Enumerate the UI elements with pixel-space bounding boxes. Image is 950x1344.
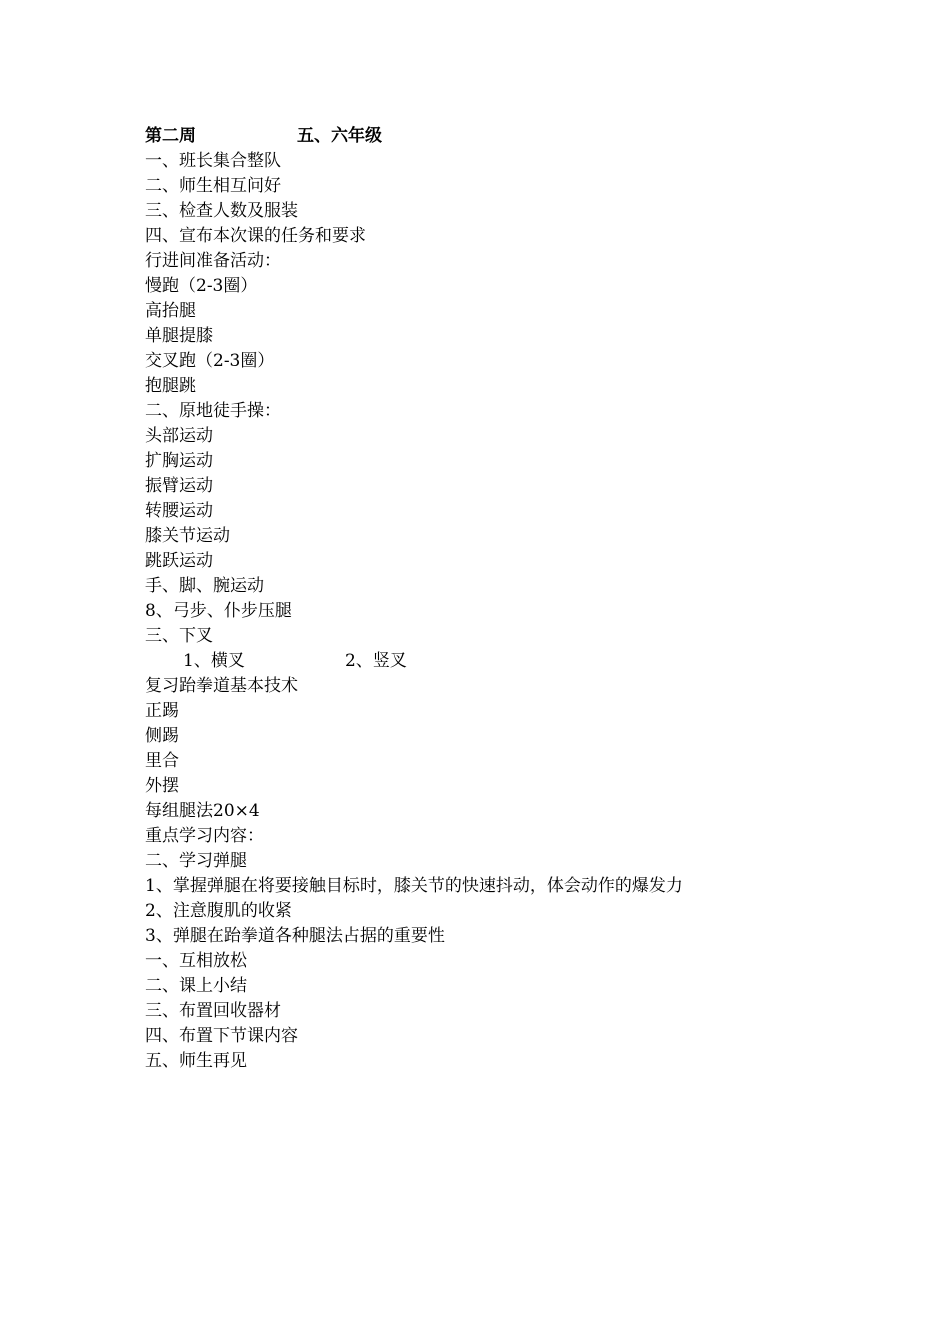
text-line: 单腿提膝 bbox=[145, 326, 213, 346]
text-line: 四、布置下节课内容 bbox=[145, 1026, 298, 1046]
text-line: 手、脚、腕运动 bbox=[145, 576, 264, 596]
text-line: 三、布置回收器材 bbox=[145, 1001, 281, 1021]
text-line: 外摆 bbox=[145, 776, 179, 796]
text-line: 侧踢 bbox=[145, 726, 179, 746]
text-line: 三、下叉 bbox=[145, 626, 213, 646]
text-line: 头部运动 bbox=[145, 426, 213, 446]
text-line: 二、课上小结 bbox=[145, 976, 247, 996]
text-line: 重点学习内容： bbox=[145, 826, 264, 846]
text-line: 转腰运动 bbox=[145, 501, 213, 521]
grade-label: 五、六年级 bbox=[297, 126, 382, 146]
text-line: 三、检查人数及服装 bbox=[145, 201, 298, 221]
text-line: 3、弹腿在跆拳道各种腿法占据的重要性 bbox=[145, 926, 445, 946]
text-line: 二、原地徒手操： bbox=[145, 401, 281, 421]
lesson-plan-body bbox=[145, 124, 905, 1074]
split-option-horizontal: 1、横叉 bbox=[183, 651, 245, 671]
text-line: 慢跑（2-3圈） bbox=[145, 276, 258, 296]
text-line: 二、学习弹腿 bbox=[145, 851, 247, 871]
split-option-vertical: 2、竖叉 bbox=[345, 651, 407, 671]
text-line: 跳跃运动 bbox=[145, 551, 213, 571]
week-label: 第二周 bbox=[145, 126, 196, 146]
text-line: 膝关节运动 bbox=[145, 526, 230, 546]
text-line: 扩胸运动 bbox=[145, 451, 213, 471]
text-line: 五、师生再见 bbox=[145, 1051, 247, 1071]
text-line: 复习跆拳道基本技术 bbox=[145, 676, 298, 696]
text-line: 2、注意腹肌的收紧 bbox=[145, 901, 292, 921]
text-line: 正踢 bbox=[145, 701, 179, 721]
text-line: 高抬腿 bbox=[145, 301, 196, 321]
text-line: 8、弓步、仆步压腿 bbox=[145, 601, 292, 621]
split-options-line bbox=[145, 649, 905, 674]
text-line: 行进间准备活动： bbox=[145, 251, 281, 271]
text-line: 里合 bbox=[145, 751, 179, 771]
text-line: 交叉跑（2-3圈） bbox=[145, 351, 275, 371]
lesson-heading bbox=[145, 124, 905, 149]
text-line: 二、师生相互问好 bbox=[145, 176, 281, 196]
text-line: 振臂运动 bbox=[145, 476, 213, 496]
text-line: 四、宣布本次课的任务和要求 bbox=[145, 226, 366, 246]
text-line: 抱腿跳 bbox=[145, 376, 196, 396]
text-line: 一、互相放松 bbox=[145, 951, 247, 971]
text-line: 1、掌握弹腿在将要接触目标时，膝关节的快速抖动，体会动作的爆发力 bbox=[145, 876, 683, 896]
text-line: 每组腿法20×4 bbox=[145, 801, 260, 821]
text-line: 一、班长集合整队 bbox=[145, 151, 281, 171]
